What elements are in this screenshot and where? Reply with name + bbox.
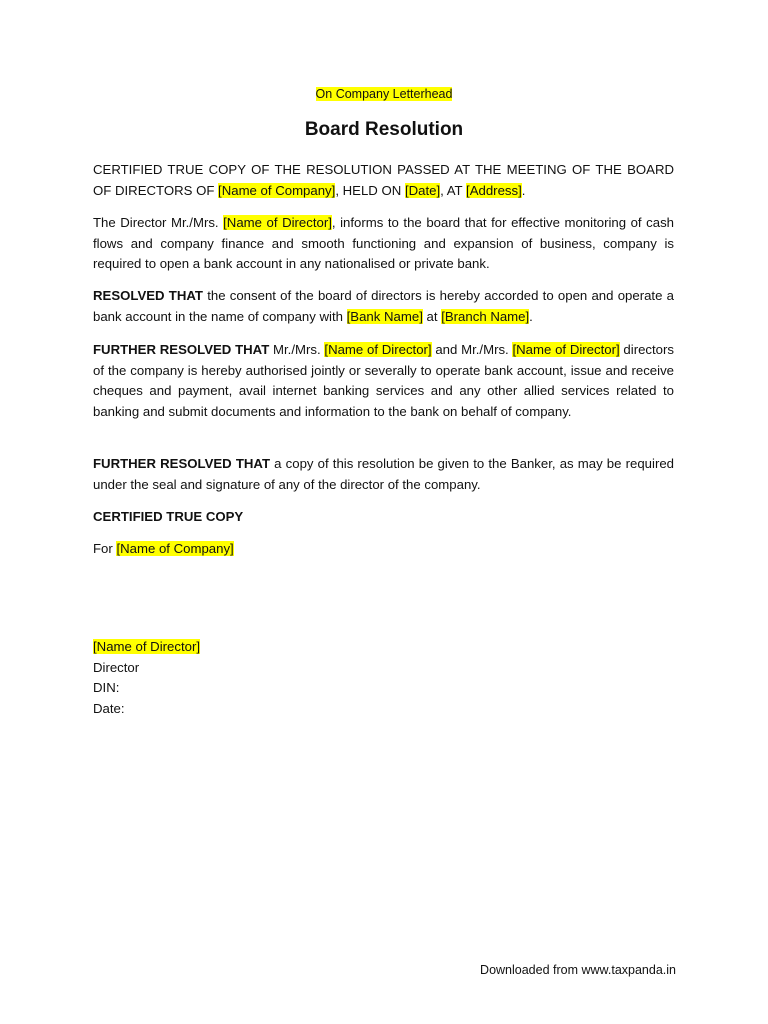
para4-mr1: Mr./Mrs. <box>269 342 325 357</box>
para1-end: . <box>521 182 526 198</box>
bank-name-placeholder: [Bank Name] <box>346 308 423 324</box>
para1-intro: CERTIFIED TRUE COPY OF THE RESOLUTION PASSED AT THE MEETING OF THE BOARD OF DIRECTORS OF <box>93 162 674 198</box>
address-placeholder: [Address] <box>466 182 522 198</box>
para5-text: a copy of this resolution be given to the Banker, as may be required under the seal and signature of any of the director of the company. <box>93 456 675 492</box>
signatory-role: Director <box>93 660 140 675</box>
para3-at: at <box>422 308 442 324</box>
letterhead-note <box>0 87 768 101</box>
date-placeholder: [Date] <box>404 182 441 198</box>
further-resolved-lead-2: FURTHER RESOLVED THAT <box>93 456 271 471</box>
download-source-footer: Downloaded from www.taxpanda.in <box>480 963 676 977</box>
director-informs-paragraph <box>93 213 674 275</box>
certified-copy-paragraph <box>93 160 674 201</box>
para3-text: the consent of the board of directors is hereby accorded to open and operate a bank account in the name of company with <box>93 288 674 324</box>
for-company-placeholder: [Name of Company] <box>116 541 234 556</box>
for-company-line <box>93 539 674 560</box>
para4-and: and Mr./Mrs. <box>431 342 513 357</box>
further-resolved-lead-1: FURTHER RESOLVED THAT <box>93 342 270 357</box>
signatory-name-placeholder: [Name of Director] <box>93 639 200 654</box>
para2-start: The Director Mr./Mrs. <box>93 215 224 230</box>
para1-held-on: , HELD ON <box>335 182 405 198</box>
signatory-din: DIN: <box>93 680 120 695</box>
director-placeholder-2: [Name of Director] <box>512 342 620 357</box>
director-placeholder: [Name of Director] <box>223 215 332 230</box>
signatory-date: Date: <box>93 701 125 716</box>
para2-rest: , informs to the board that for effective monitoring of cash flows and company finance and smooth functioning and expansion of business, company is required to open a bank account in any nationalised or private bank. <box>93 215 674 271</box>
para3-end: . <box>529 308 533 324</box>
further-resolved-paragraph-1 <box>93 340 674 422</box>
resolved-paragraph <box>93 286 674 327</box>
further-resolved-paragraph-2 <box>93 454 674 495</box>
para4-rest: directors of the company is hereby authorised jointly or severally to operate bank account, issue and receive cheques and payment, avail internet banking services and any other allied services related to banking and submit documents and information to the bank on behalf of company. <box>93 342 674 419</box>
director-placeholder-1: [Name of Director] <box>324 342 432 357</box>
signatory-name <box>93 637 200 658</box>
company-placeholder: [Name of Company] <box>218 182 336 198</box>
for-label: For <box>93 541 117 556</box>
certified-true-copy-label: CERTIFIED TRUE COPY <box>93 509 244 524</box>
resolved-lead: RESOLVED THAT <box>93 288 203 303</box>
para1-at: , AT <box>440 182 467 198</box>
branch-name-placeholder: [Branch Name] <box>441 308 530 324</box>
page-title: Board Resolution <box>304 119 464 140</box>
letterhead-note-text: On Company Letterhead <box>315 87 453 101</box>
